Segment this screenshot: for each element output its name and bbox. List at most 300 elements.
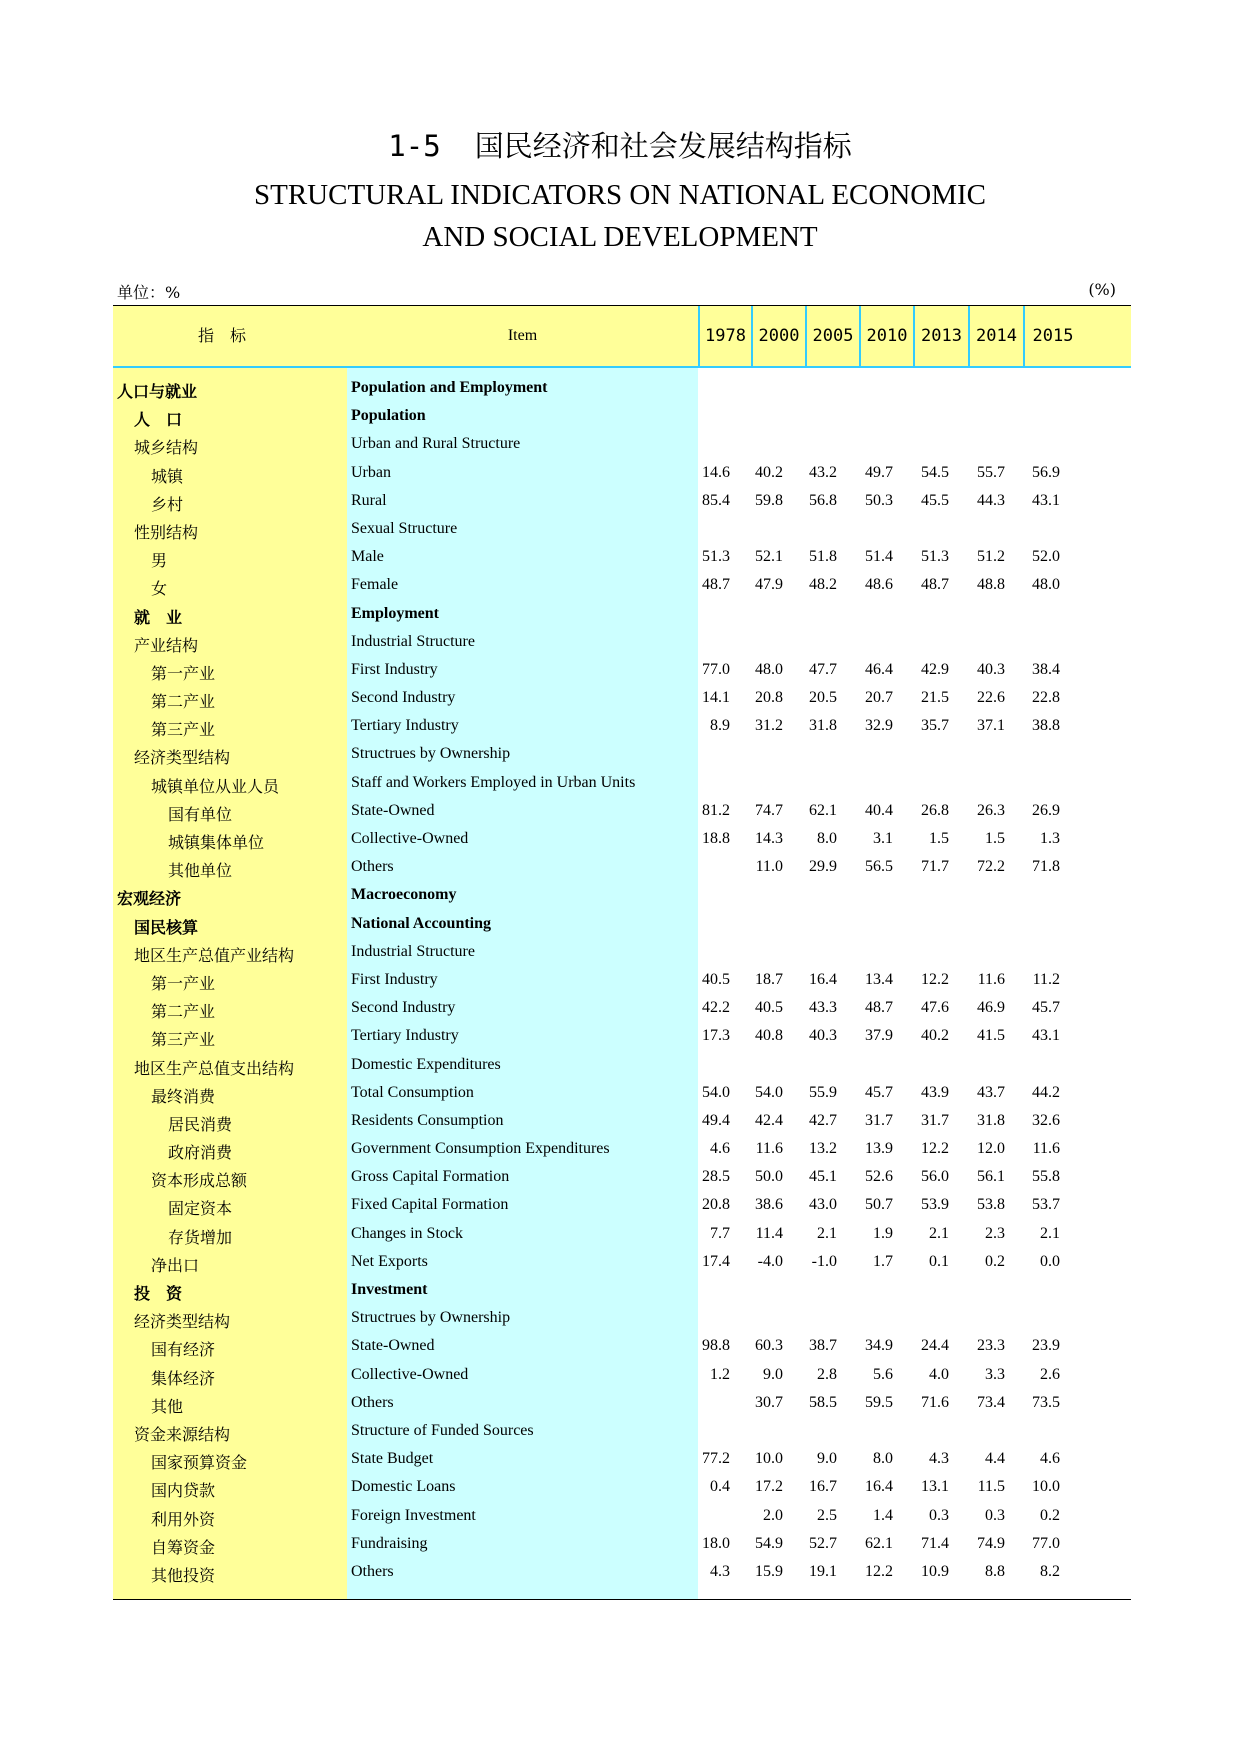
table-row [113,1082,1131,1110]
table-row [113,659,1131,687]
cell-value: 73.5 [1032,1393,1060,1411]
cell-value: 22.8 [1032,689,1060,707]
cell-value: 1.5 [929,830,949,847]
cell-value: 31.2 [755,717,783,735]
cell-value: 0.2 [1040,1506,1060,1524]
row-label-cn: 资金来源结构 [134,1424,231,1444]
row-label-en: Foreign Investment [351,1506,476,1524]
row-label-en: Others [351,1393,394,1411]
cell-value: 49.4 [702,1111,730,1129]
cell-value: 37.9 [865,1027,893,1045]
cell-value: 43.1 [1032,1027,1060,1045]
cell-value: 1.3 [1040,830,1060,847]
cell-value: 2.8 [817,1365,837,1383]
row-label-cn: 自筹资金 [151,1537,216,1557]
row-label-cn: 经济类型结构 [134,748,231,768]
cell-value: 21.5 [921,689,949,707]
cell-value: 19.1 [809,1562,837,1580]
cell-value: 71.4 [921,1534,949,1552]
cell-value: 58.5 [809,1393,837,1411]
cell-value: 31.7 [865,1111,893,1129]
row-label-cn: 利用外资 [151,1509,216,1529]
row-label-cn: 国内贷款 [151,1481,216,1501]
table-row [113,1138,1131,1166]
row-label-cn: 第一产业 [151,663,216,683]
row-label-en: First Industry [351,660,438,678]
row-label-cn: 投 资 [134,1284,183,1303]
header-year-1: 2000 [751,306,805,366]
row-label-cn: 人口与就业 [117,382,198,401]
row-label-en: National Accounting [351,914,492,932]
row-label-cn: 就 业 [134,607,183,627]
cell-value: 40.4 [865,801,893,819]
cell-value: 17.3 [702,1027,730,1045]
row-label-cn: 其他投资 [151,1565,216,1585]
table-row [113,631,1131,659]
cell-value: 11.6 [1032,1140,1060,1158]
cell-value: 77.0 [702,660,730,678]
cell-value: 0.2 [985,1252,1005,1270]
cell-value: 42.2 [702,999,730,1017]
row-label-cn: 固定资本 [168,1199,233,1219]
cell-value: 56.8 [809,491,837,509]
row-label-en: Tertiary Industry [351,1027,459,1045]
row-label-cn: 地区生产总值产业结构 [134,945,295,965]
cell-value: 11.4 [755,1224,783,1242]
cell-value: 2.5 [817,1506,837,1524]
cell-value: 12.0 [977,1140,1005,1158]
row-label-cn: 第三产业 [151,720,216,740]
cell-value: 14.3 [755,830,783,847]
cell-value: 2.1 [1040,1224,1060,1242]
row-label-en: Rural [351,491,387,509]
cell-value: 46.4 [865,660,893,678]
cell-value: 81.2 [702,801,730,819]
cell-value: 1.7 [873,1252,893,1270]
cell-value: 26.3 [977,801,1005,819]
cell-value: 40.3 [809,1027,837,1045]
cell-value: 37.1 [977,717,1005,735]
row-label-en: Population [351,407,426,425]
cell-value: 4.6 [710,1140,730,1158]
header-year-4: 2013 [913,306,968,366]
cell-value: 13.9 [865,1140,893,1158]
cell-value: 74.7 [755,801,783,819]
cell-value: 38.8 [1032,717,1060,735]
row-label-cn: 净出口 [151,1255,200,1275]
row-label-cn: 政府消费 [168,1143,233,1163]
cell-value: 8.8 [985,1562,1005,1580]
cell-value: 47.7 [809,660,837,678]
cell-value: 44.2 [1032,1083,1060,1101]
row-label-cn: 性别结构 [134,522,199,542]
table-row [113,1166,1131,1194]
row-label-cn: 居民消费 [168,1114,233,1134]
cell-value: 31.7 [921,1111,949,1129]
row-label-cn: 其他 [151,1396,184,1416]
row-label-en: Second Industry [351,999,456,1017]
cell-value: 0.1 [929,1252,949,1270]
cell-value: 45.7 [1032,999,1060,1017]
row-label-en: Industrial Structure [351,632,475,650]
unit-label: 单位：% [117,283,181,302]
table-row [113,715,1131,743]
cell-value: 31.8 [809,717,837,735]
row-label-en: Government Consumption Expenditures [351,1140,610,1158]
cell-value: 48.7 [702,576,730,594]
cell-value: 62.1 [809,801,837,819]
table-row [113,1251,1131,1279]
table-row [113,1279,1131,1307]
table-row [113,1025,1131,1053]
cell-value: -1.0 [811,1252,837,1270]
cell-value: 42.7 [809,1111,837,1129]
table-row [113,1476,1131,1504]
cell-value: 56.9 [1032,463,1060,481]
cell-value: 35.7 [921,717,949,735]
cell-value: 51.3 [702,548,730,566]
row-label-en: Others [351,1562,394,1580]
cell-value: 20.8 [755,689,783,707]
cell-value: 10.0 [1032,1478,1060,1496]
row-label-en: Structrues by Ownership [351,1309,511,1327]
cell-value: 18.7 [755,970,783,988]
cell-value: 45.1 [809,1168,837,1186]
cell-value: 54.0 [755,1083,783,1101]
cell-value: 17.4 [702,1252,730,1270]
table-row [113,433,1131,461]
cell-value: 71.7 [921,858,949,876]
cell-value: 16.4 [809,970,837,988]
cell-value: 0.4 [710,1478,730,1496]
cell-value: 48.0 [1032,576,1060,594]
table-bottom-rule [113,1599,1131,1600]
cell-value: 54.5 [921,463,949,481]
row-label-cn: 宏观经济 [117,889,182,909]
table-row [113,884,1131,912]
header-year-0: 1978 [698,306,751,366]
cell-value: 49.7 [865,463,893,481]
cell-value: 11.6 [977,970,1005,988]
cell-value: 1.2 [710,1365,730,1383]
table-row [113,997,1131,1025]
header-indicator: 指标 [197,326,262,345]
cell-value: 28.5 [702,1168,730,1186]
table-row [113,772,1131,800]
table-row [113,1533,1131,1561]
cell-value: 48.8 [977,576,1005,594]
cell-value: 8.0 [817,830,837,847]
cell-value: 1.5 [985,830,1005,847]
row-label-cn: 城乡结构 [134,438,199,458]
cell-value: 18.0 [702,1534,730,1552]
cell-value: 43.2 [809,463,837,481]
table-row [113,1448,1131,1476]
cell-value: 43.9 [921,1083,949,1101]
cell-value: 11.6 [755,1140,783,1158]
cell-value: 44.3 [977,491,1005,509]
row-label-cn: 男 [151,551,168,571]
cell-value: 48.7 [865,999,893,1017]
table-row [113,462,1131,490]
row-label-en: Urban and Rural Structure [351,435,521,453]
row-label-en: Investment [351,1281,428,1298]
table-row [113,828,1131,856]
unit-label-en: (%) [1088,280,1116,299]
row-label-en: Sexual Structure [351,519,458,537]
table-row [113,1223,1131,1251]
cell-value: 47.6 [921,999,949,1017]
row-label-cn: 第二产业 [151,692,216,712]
cell-value: 9.0 [763,1365,783,1383]
cell-value: 77.0 [1032,1534,1060,1552]
cell-value: 12.2 [921,970,949,988]
row-label-en: Male [351,548,384,566]
cell-value: 3.3 [985,1365,1005,1383]
cell-value: 38.4 [1032,660,1060,678]
table-row [113,1335,1131,1363]
row-label-en: First Industry [351,970,438,988]
cell-value: 71.8 [1032,858,1060,876]
row-label-cn: 集体经济 [151,1368,216,1388]
cell-value: 71.6 [921,1393,949,1411]
cell-value: 22.6 [977,689,1005,707]
cell-value: 56.0 [921,1168,949,1186]
table-row [113,941,1131,969]
cell-value: 11.5 [977,1478,1005,1496]
cell-value: 13.2 [809,1140,837,1158]
cell-value: 4.6 [1040,1450,1060,1468]
cell-value: 4.0 [929,1365,949,1383]
table-row [113,518,1131,546]
cell-value: 40.2 [755,463,783,481]
cell-value: 7.7 [710,1224,730,1242]
table-row [113,1194,1131,1222]
row-label-en: State-Owned [351,801,435,819]
cell-value: 34.9 [865,1337,893,1355]
cell-value: 60.3 [755,1337,783,1355]
cell-value: 32.9 [865,717,893,735]
cell-value: 2.3 [985,1224,1005,1242]
cell-value: 50.0 [755,1168,783,1186]
table-row [113,490,1131,518]
cell-value: 77.2 [702,1450,730,1468]
row-label-en: Population and Employment [351,379,548,396]
cell-value: 59.5 [865,1393,893,1411]
row-label-en: Female [351,576,399,594]
table-row [113,969,1131,997]
cell-value: 50.7 [865,1196,893,1214]
row-label-cn: 乡村 [151,494,184,514]
cell-value: 5.6 [873,1365,893,1383]
cell-value: 14.1 [702,689,730,707]
cell-value: 2.0 [763,1506,783,1524]
row-label-en: Residents Consumption [351,1111,504,1129]
cell-value: 51.8 [809,548,837,566]
row-label-en: State Budget [351,1450,434,1468]
table-row [113,1561,1131,1589]
cell-value: 52.7 [809,1534,837,1552]
cell-value: 40.5 [755,999,783,1017]
cell-value: 53.9 [921,1196,949,1214]
row-label-cn: 城镇集体单位 [168,833,265,852]
cell-value: 53.8 [977,1196,1005,1214]
row-label-en: State-Owned [351,1337,435,1355]
table-title-cn [0,126,1240,166]
cell-value: 40.2 [921,1027,949,1045]
cell-value: 38.7 [809,1337,837,1355]
cell-value: 26.9 [1032,801,1060,819]
row-label-en: Second Industry [351,689,456,707]
cell-value: 55.9 [809,1083,837,1101]
cell-value: 16.4 [865,1478,893,1496]
table-row [113,1110,1131,1138]
cell-value: 43.3 [809,999,837,1017]
cell-value: 20.5 [809,689,837,707]
table-number: 1-5 [388,129,441,163]
row-label-en: Fixed Capital Formation [351,1196,509,1214]
cell-value: 23.9 [1032,1337,1060,1355]
table-row [113,1505,1131,1533]
header-year-5: 2014 [968,306,1023,366]
cell-value: 40.8 [755,1027,783,1045]
row-label-en: Total Consumption [351,1083,474,1101]
row-label-en: Urban [351,463,391,481]
table-row [113,1054,1131,1082]
title-en-line2: AND SOCIAL DEVELOPMENT [422,221,818,253]
cell-value: 56.5 [865,858,893,876]
table-row [113,546,1131,574]
row-label-en: Employment [351,604,439,622]
cell-value: 73.4 [977,1393,1005,1411]
cell-value: 8.0 [873,1450,893,1468]
row-label-cn: 国家预算资金 [151,1453,248,1473]
cell-value: 85.4 [702,491,730,509]
cell-value: 40.5 [702,970,730,988]
cell-value: 43.1 [1032,491,1060,509]
table-row [113,1364,1131,1392]
row-label-en: Others [351,858,394,876]
header-year-6: 2015 [1023,306,1081,366]
cell-value: 51.4 [865,548,893,566]
cell-value: 16.7 [809,1478,837,1496]
table-row [113,800,1131,828]
cell-value: 2.6 [1040,1365,1060,1383]
cell-value: 74.9 [977,1534,1005,1552]
row-label-cn: 存货增加 [168,1227,233,1247]
row-label-cn: 城镇 [151,466,184,486]
cell-value: 42.4 [755,1111,783,1129]
cell-value: 51.2 [977,548,1005,566]
table-row [113,377,1131,405]
cell-value: 48.7 [921,576,949,594]
cell-value: 29.9 [809,858,837,876]
row-label-cn: 产业结构 [134,635,199,655]
row-label-cn: 国有经济 [151,1340,216,1360]
cell-value: 20.8 [702,1196,730,1214]
cell-value: 31.8 [977,1111,1005,1129]
row-label-cn: 最终消费 [151,1086,216,1106]
cell-value: 30.7 [755,1393,783,1411]
cell-value: 46.9 [977,999,1005,1017]
row-label-cn: 资本形成总额 [151,1171,248,1191]
cell-value: 72.2 [977,858,1005,876]
row-label-en: Net Exports [351,1252,428,1270]
cell-value: 48.2 [809,576,837,594]
row-label-cn: 第二产业 [151,1002,216,1022]
row-label-cn: 女 [151,579,168,599]
cell-value: 2.1 [817,1224,837,1242]
row-label-en: Changes in Stock [351,1224,463,1242]
cell-value: -4.0 [757,1252,783,1270]
row-label-cn: 人 口 [134,410,183,430]
table-row [113,1420,1131,1448]
cell-value: 10.9 [921,1562,949,1580]
table-row [113,405,1131,433]
cell-value: 2.1 [929,1224,949,1242]
cell-value: 8.2 [1040,1562,1060,1580]
cell-value: 20.7 [865,689,893,707]
row-label-cn: 国民核算 [134,917,199,937]
cell-value: 0.0 [1040,1252,1060,1270]
cell-value: 52.0 [1032,548,1060,566]
row-label-en: Gross Capital Formation [351,1168,510,1186]
cell-value: 1.9 [873,1224,893,1242]
row-label-en: Fundraising [351,1534,428,1552]
table-row [113,1307,1131,1335]
row-label-en: Staff and Workers Employed in Urban Units [351,773,636,791]
row-label-en: Tertiary Industry [351,717,459,735]
table-row [113,574,1131,602]
cell-value: 11.0 [755,858,783,876]
row-label-cn: 第一产业 [151,973,216,993]
cell-value: 47.9 [755,576,783,594]
row-label-en: Structure of Funded Sources [351,1421,534,1439]
cell-value: 98.8 [702,1337,730,1355]
cell-value: 52.6 [865,1168,893,1186]
cell-value: 4.4 [985,1450,1005,1468]
row-label-cn: 地区生产总值支出结构 [134,1058,295,1078]
cell-value: 3.1 [873,830,893,847]
cell-value: 18.8 [702,830,730,847]
row-label-en: Collective-Owned [351,1365,469,1383]
cell-value: 48.0 [755,660,783,678]
cell-value: 42.9 [921,660,949,678]
cell-value: 45.5 [921,491,949,509]
cell-value: 24.4 [921,1337,949,1355]
cell-value: 51.3 [921,548,949,566]
row-label-cn: 第三产业 [151,1030,216,1050]
title-en-line1: STRUCTURAL INDICATORS ON NATIONAL ECONOMIC [254,179,986,211]
cell-value: 62.1 [865,1534,893,1552]
cell-value: 43.0 [809,1196,837,1214]
cell-value: 50.3 [865,491,893,509]
table-row [113,687,1131,715]
table-row [113,603,1131,631]
cell-value: 4.3 [710,1562,730,1580]
cell-value: 55.8 [1032,1168,1060,1186]
table-title-en [0,174,1240,258]
table-row [113,743,1131,771]
row-label-cn: 经济类型结构 [134,1312,231,1332]
row-label-en: Structrues by Ownership [351,745,511,763]
table-header [113,306,1131,368]
row-label-en: Domestic Expenditures [351,1055,501,1073]
cell-value: 9.0 [817,1450,837,1468]
cell-value: 55.7 [977,463,1005,481]
cell-value: 41.5 [977,1027,1005,1045]
cell-value: 45.7 [865,1083,893,1101]
